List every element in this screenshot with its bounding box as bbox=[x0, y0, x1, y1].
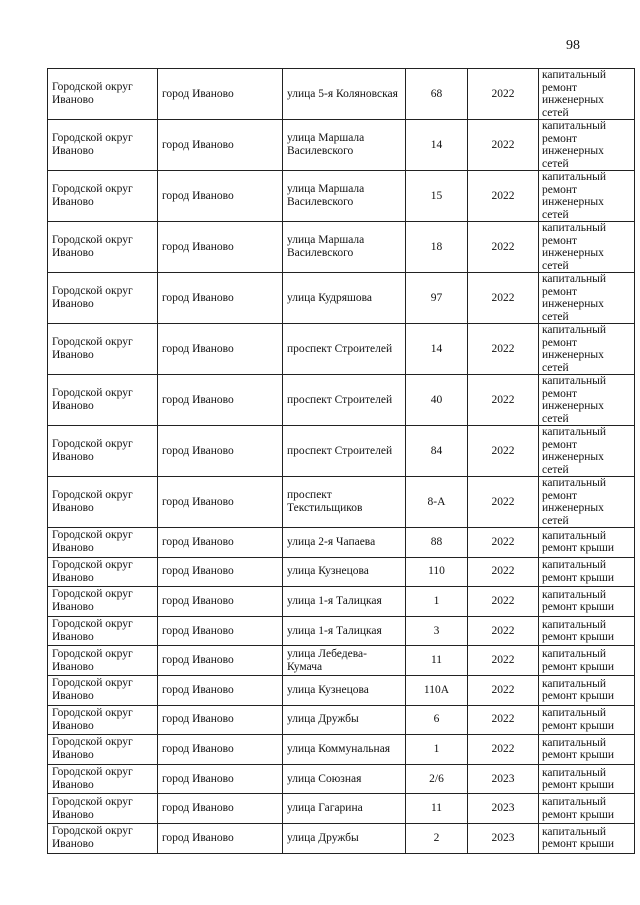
table-row bbox=[48, 705, 635, 735]
cell-work-type: капитальный ремонт крыши bbox=[539, 587, 635, 617]
cell-city: город Иваново bbox=[158, 426, 283, 477]
cell-city: город Иваново bbox=[158, 273, 283, 324]
cell-district: Городской округ Иваново bbox=[48, 557, 158, 587]
cell-house: 3 bbox=[406, 616, 468, 646]
cell-city: город Иваново bbox=[158, 587, 283, 617]
cell-district: Городской округ Иваново bbox=[48, 120, 158, 171]
cell-year: 2022 bbox=[468, 171, 539, 222]
cell-work-type: капитальный ремонт крыши bbox=[539, 646, 635, 676]
cell-street: улица 2-я Чапаева bbox=[283, 528, 406, 558]
cell-street: улица 5-я Коляновская bbox=[283, 69, 406, 120]
cell-house: 110 bbox=[406, 557, 468, 587]
cell-year: 2022 bbox=[468, 477, 539, 528]
cell-district: Городской округ Иваново bbox=[48, 646, 158, 676]
cell-work-type: капитальный ремонт крыши bbox=[539, 823, 635, 853]
cell-year: 2023 bbox=[468, 764, 539, 794]
cell-district: Городской округ Иваново bbox=[48, 764, 158, 794]
cell-house: 14 bbox=[406, 120, 468, 171]
cell-city: город Иваново bbox=[158, 764, 283, 794]
cell-work-type: капитальный ремонт инженерных сетей bbox=[539, 375, 635, 426]
cell-district: Городской округ Иваново bbox=[48, 324, 158, 375]
cell-work-type: капитальный ремонт инженерных сетей bbox=[539, 426, 635, 477]
cell-year: 2022 bbox=[468, 675, 539, 705]
cell-district: Городской округ Иваново bbox=[48, 375, 158, 426]
cell-district: Городской округ Иваново bbox=[48, 426, 158, 477]
cell-work-type: капитальный ремонт инженерных сетей bbox=[539, 222, 635, 273]
table-row bbox=[48, 616, 635, 646]
cell-district: Городской округ Иваново bbox=[48, 675, 158, 705]
cell-work-type: капитальный ремонт инженерных сетей bbox=[539, 69, 635, 120]
repair-schedule-table bbox=[47, 68, 635, 854]
cell-street: улица Дружбы bbox=[283, 823, 406, 853]
cell-city: город Иваново bbox=[158, 222, 283, 273]
cell-district: Городской округ Иваново bbox=[48, 735, 158, 765]
cell-district: Городской округ Иваново bbox=[48, 222, 158, 273]
cell-city: город Иваново bbox=[158, 557, 283, 587]
table-row bbox=[48, 477, 635, 528]
cell-year: 2022 bbox=[468, 616, 539, 646]
cell-street: улица Кудряшова bbox=[283, 273, 406, 324]
table-row bbox=[48, 324, 635, 375]
table-row bbox=[48, 587, 635, 617]
cell-work-type: капитальный ремонт крыши bbox=[539, 675, 635, 705]
cell-city: город Иваново bbox=[158, 375, 283, 426]
cell-year: 2022 bbox=[468, 557, 539, 587]
cell-district: Городской округ Иваново bbox=[48, 273, 158, 324]
cell-year: 2022 bbox=[468, 120, 539, 171]
cell-work-type: капитальный ремонт крыши bbox=[539, 528, 635, 558]
table-row bbox=[48, 222, 635, 273]
cell-street: улица Гагарина bbox=[283, 794, 406, 824]
cell-district: Городской округ Иваново bbox=[48, 705, 158, 735]
cell-work-type: капитальный ремонт инженерных сетей bbox=[539, 324, 635, 375]
cell-house: 97 bbox=[406, 273, 468, 324]
cell-street: улица Коммунальная bbox=[283, 735, 406, 765]
cell-street: улица Маршала Василевского bbox=[283, 120, 406, 171]
cell-street: улица Кузнецова bbox=[283, 557, 406, 587]
table-row bbox=[48, 273, 635, 324]
cell-work-type: капитальный ремонт крыши bbox=[539, 764, 635, 794]
cell-year: 2022 bbox=[468, 587, 539, 617]
cell-city: город Иваново bbox=[158, 823, 283, 853]
table-row bbox=[48, 794, 635, 824]
table-body bbox=[48, 69, 635, 854]
cell-year: 2022 bbox=[468, 69, 539, 120]
cell-house: 88 bbox=[406, 528, 468, 558]
cell-work-type: капитальный ремонт крыши bbox=[539, 705, 635, 735]
cell-city: город Иваново bbox=[158, 735, 283, 765]
table-row bbox=[48, 823, 635, 853]
cell-house: 1 bbox=[406, 587, 468, 617]
cell-city: город Иваново bbox=[158, 646, 283, 676]
table-row bbox=[48, 557, 635, 587]
cell-house: 1 bbox=[406, 735, 468, 765]
cell-district: Городской округ Иваново bbox=[48, 794, 158, 824]
table-row bbox=[48, 675, 635, 705]
cell-work-type: капитальный ремонт крыши bbox=[539, 735, 635, 765]
cell-street: проспект Текстильщиков bbox=[283, 477, 406, 528]
cell-city: город Иваново bbox=[158, 705, 283, 735]
cell-street: улица Союзная bbox=[283, 764, 406, 794]
cell-street: улица Дружбы bbox=[283, 705, 406, 735]
cell-year: 2022 bbox=[468, 528, 539, 558]
cell-city: город Иваново bbox=[158, 794, 283, 824]
cell-district: Городской округ Иваново bbox=[48, 171, 158, 222]
cell-year: 2023 bbox=[468, 823, 539, 853]
cell-city: город Иваново bbox=[158, 616, 283, 646]
cell-year: 2022 bbox=[468, 735, 539, 765]
cell-work-type: капитальный ремонт инженерных сетей bbox=[539, 273, 635, 324]
cell-house: 11 bbox=[406, 794, 468, 824]
cell-year: 2022 bbox=[468, 273, 539, 324]
table-row bbox=[48, 528, 635, 558]
cell-work-type: капитальный ремонт крыши bbox=[539, 616, 635, 646]
table-row bbox=[48, 69, 635, 120]
cell-work-type: капитальный ремонт инженерных сетей bbox=[539, 477, 635, 528]
cell-district: Городской округ Иваново bbox=[48, 616, 158, 646]
cell-street: проспект Строителей bbox=[283, 375, 406, 426]
cell-year: 2022 bbox=[468, 375, 539, 426]
cell-year: 2022 bbox=[468, 646, 539, 676]
page-number: 98 bbox=[566, 38, 580, 53]
cell-house: 40 bbox=[406, 375, 468, 426]
cell-district: Городской округ Иваново bbox=[48, 477, 158, 528]
cell-house: 110А bbox=[406, 675, 468, 705]
cell-year: 2023 bbox=[468, 794, 539, 824]
cell-house: 2/6 bbox=[406, 764, 468, 794]
table-row bbox=[48, 120, 635, 171]
cell-street: проспект Строителей bbox=[283, 426, 406, 477]
cell-city: город Иваново bbox=[158, 528, 283, 558]
cell-house: 14 bbox=[406, 324, 468, 375]
cell-house: 15 bbox=[406, 171, 468, 222]
cell-house: 2 bbox=[406, 823, 468, 853]
cell-house: 68 bbox=[406, 69, 468, 120]
table-row bbox=[48, 735, 635, 765]
cell-city: город Иваново bbox=[158, 477, 283, 528]
cell-year: 2022 bbox=[468, 324, 539, 375]
cell-house: 18 bbox=[406, 222, 468, 273]
cell-work-type: капитальный ремонт инженерных сетей bbox=[539, 171, 635, 222]
table-row bbox=[48, 375, 635, 426]
cell-city: город Иваново bbox=[158, 69, 283, 120]
cell-district: Городской округ Иваново bbox=[48, 587, 158, 617]
cell-street: улица Маршала Василевского bbox=[283, 222, 406, 273]
cell-city: город Иваново bbox=[158, 675, 283, 705]
cell-street: улица 1-я Талицкая bbox=[283, 587, 406, 617]
cell-work-type: капитальный ремонт крыши bbox=[539, 557, 635, 587]
cell-district: Городской округ Иваново bbox=[48, 823, 158, 853]
cell-year: 2022 bbox=[468, 705, 539, 735]
cell-city: город Иваново bbox=[158, 120, 283, 171]
cell-house: 11 bbox=[406, 646, 468, 676]
cell-year: 2022 bbox=[468, 426, 539, 477]
cell-street: проспект Строителей bbox=[283, 324, 406, 375]
cell-street: улица Маршала Василевского bbox=[283, 171, 406, 222]
table-row bbox=[48, 764, 635, 794]
cell-work-type: капитальный ремонт инженерных сетей bbox=[539, 120, 635, 171]
cell-house: 6 bbox=[406, 705, 468, 735]
cell-district: Городской округ Иваново bbox=[48, 69, 158, 120]
cell-house: 84 bbox=[406, 426, 468, 477]
cell-street: улица Кузнецова bbox=[283, 675, 406, 705]
cell-house: 8-А bbox=[406, 477, 468, 528]
cell-city: город Иваново bbox=[158, 171, 283, 222]
table-row bbox=[48, 426, 635, 477]
table-row bbox=[48, 646, 635, 676]
cell-street: улица 1-я Талицкая bbox=[283, 616, 406, 646]
cell-district: Городской округ Иваново bbox=[48, 528, 158, 558]
cell-work-type: капитальный ремонт крыши bbox=[539, 794, 635, 824]
cell-city: город Иваново bbox=[158, 324, 283, 375]
table-row bbox=[48, 171, 635, 222]
cell-year: 2022 bbox=[468, 222, 539, 273]
cell-street: улица Лебедева-Кумача bbox=[283, 646, 406, 676]
